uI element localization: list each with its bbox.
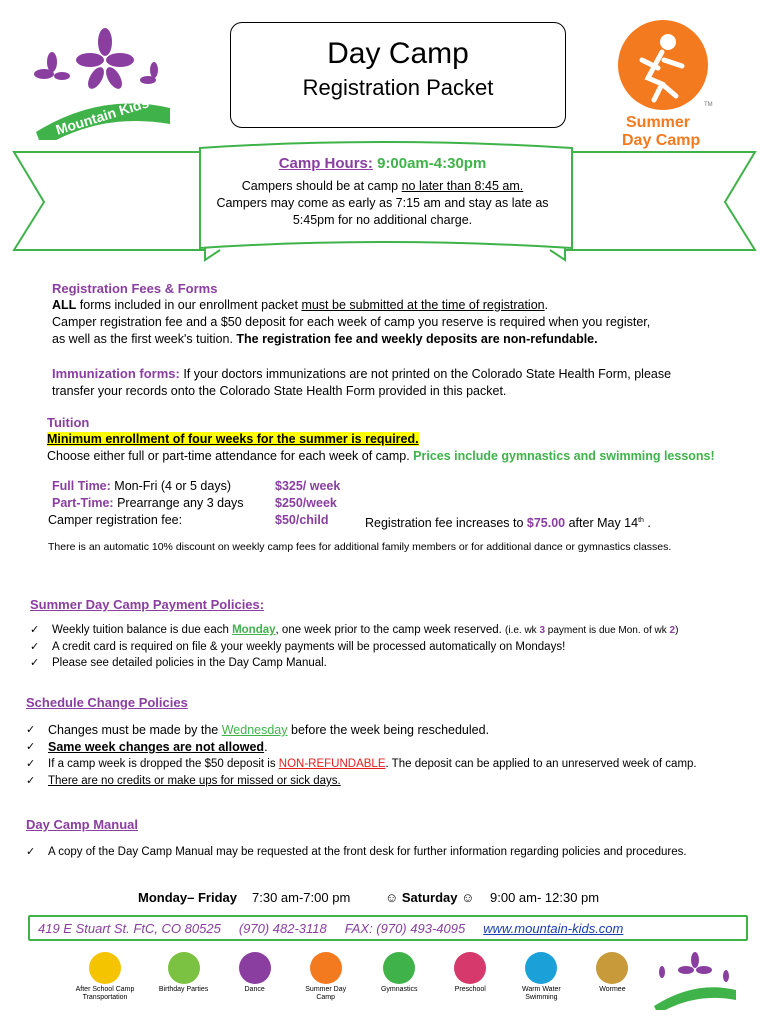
fees-p1-end: . — [544, 298, 549, 312]
dancer-icon — [239, 952, 271, 984]
full-time-row — [52, 478, 231, 495]
schedule-item-2 — [26, 739, 766, 756]
program-gymnastics — [369, 952, 429, 1002]
program-wormee — [585, 952, 640, 1002]
hours-value: 9:00am-4:30pm — [377, 155, 487, 172]
tm-mark: TM — [704, 102, 713, 108]
schedule-heading: Schedule Change Policies — [26, 695, 188, 710]
check-icon: ✓ — [26, 741, 36, 753]
increase-pre: Registration fee increases to — [365, 516, 527, 531]
check-icon: ✓ — [26, 775, 36, 787]
check-icon: ✓ — [26, 724, 36, 736]
runner-icon — [618, 20, 708, 110]
fees-p3: as well as the first week's tuition. — [52, 332, 237, 346]
page-subtitle: Registration Packet — [302, 75, 494, 100]
immunization-text1: If your doctors immunizations are not printed on the Colorado State Health Form, please — [179, 367, 672, 381]
contact-bar — [28, 915, 748, 941]
payment-item1-small2: payment is due Mon. of wk — [545, 625, 670, 636]
payment-item1-n2: 2 — [669, 625, 676, 636]
tuition-section — [47, 414, 757, 465]
manual-section — [26, 817, 766, 860]
saturday-label: ☺ Saturday ☺ — [385, 890, 475, 905]
part-time-price: $250/week — [275, 496, 337, 510]
part-time-row — [52, 495, 244, 512]
increase-date: after May 14 — [565, 516, 639, 531]
schedule-section — [26, 695, 766, 790]
program-label: After School Camp Transportation — [75, 986, 135, 1001]
contact-website-link[interactable]: www.mountain-kids.com — [483, 920, 624, 936]
schedule-item3-pre: If a camp week is dropped the $50 deposit is — [48, 758, 279, 770]
payment-item1-mid: , one week prior to the camp week reserved. — [275, 624, 506, 636]
mountain-kids-logo — [30, 20, 180, 140]
manual-heading: Day Camp Manual — [26, 817, 138, 832]
program-birthday — [154, 952, 214, 1002]
page-title: Day Camp — [327, 37, 469, 70]
schedule-item-1 — [26, 722, 766, 739]
weekday-label: Monday– Friday — [138, 890, 237, 905]
schedule-item3-red: NON-REFUNDABLE — [278, 758, 386, 770]
fees-p1-deadline: must be submitted at the time of registration — [301, 298, 545, 312]
fees-section — [52, 280, 752, 348]
program-transport — [70, 952, 140, 1002]
payment-section — [30, 597, 760, 671]
program-label: Gymnastics — [380, 986, 418, 993]
min-enrollment: Minimum enrollment of four weeks for the summer is required. — [47, 432, 419, 446]
title-box — [230, 22, 566, 128]
fees-p1: forms included in our enrollment packet — [76, 298, 302, 312]
schedule-item-4 — [26, 773, 766, 790]
program-label: Summer Day Camp — [305, 986, 347, 1001]
hours-label: Camp Hours: — [278, 155, 373, 172]
reg-fee-price: $50/child — [275, 513, 329, 527]
right-logo-line1: Summer — [626, 114, 691, 131]
full-time-desc: Mon-Fri (4 or 5 days) — [110, 479, 231, 493]
reg-fee-increase — [365, 512, 651, 532]
weekday-hours: 7:30 am-7:00 pm — [252, 890, 351, 905]
program-label: Warm Water Swimming — [521, 986, 561, 1001]
check-icon: ✓ — [26, 846, 36, 858]
payment-item-2 — [30, 639, 760, 655]
program-icons — [70, 952, 640, 1002]
banner-line2: Campers may come as early as 7:15 am and stay as late as — [216, 196, 549, 210]
gymnast-icon — [383, 952, 415, 984]
child-icon — [454, 952, 486, 984]
immunization-text2: transfer your records onto the Colorado State Health Form provided in this packet. — [52, 384, 507, 398]
program-swimming — [511, 952, 571, 1002]
saturday-hours: 9:00 am- 12:30 pm — [490, 890, 600, 905]
manual-item-1 — [26, 844, 766, 860]
check-icon: ✓ — [30, 657, 40, 669]
fees-all: ALL — [52, 298, 77, 312]
program-preschool — [443, 952, 498, 1002]
schedule-item1-pre: Changes must be made by the — [48, 723, 222, 737]
schedule-item1-post: before the week being rescheduled. — [287, 723, 490, 737]
prices-note: Prices include gymnastics and swimming lessons! — [413, 449, 715, 463]
program-label: Wormee — [599, 986, 626, 993]
part-time-label: Part-Time: — [52, 496, 114, 510]
fees-non-refundable: The registration fee and weekly deposits are non-refundable. — [236, 332, 598, 346]
swimmer-icon — [525, 952, 557, 984]
part-time-desc: Prearrange any 3 days — [113, 496, 244, 510]
payment-item1-close: ) — [675, 625, 679, 636]
contact-fax: FAX: (970) 493-4095 — [344, 920, 466, 936]
banner-line3: 5:45pm for no additional charge. — [292, 213, 473, 227]
increase-sup: th — [638, 517, 644, 524]
discount-note: There is an automatic 10% discount on weekly camp fees for additional family members or for additional dance or gymnastics classes. — [48, 541, 672, 553]
tuition-choose: Choose either full or part-time attendance for each week of camp. — [47, 449, 414, 463]
payment-item1-n1: 3 — [539, 625, 546, 636]
fees-heading: Registration Fees & Forms — [52, 281, 218, 296]
right-logo-line2: Day Camp — [622, 132, 701, 149]
immunization-section — [52, 365, 752, 400]
schedule-item2-end: . — [264, 740, 268, 754]
program-label: Preschool — [454, 986, 486, 993]
increase-amount: $75.00 — [526, 516, 566, 531]
fees-p2: Camper registration fee and a $50 deposit for each week of camp you reserve is required when you register, — [52, 315, 651, 329]
check-icon: ✓ — [30, 641, 40, 653]
program-label: Dance — [244, 986, 265, 993]
left-logo-text: Mountain Kids — [53, 94, 151, 138]
contact-phone: (970) 482-3118 — [238, 920, 327, 936]
manual-item1-text: A copy of the Day Camp Manual may be requested at the front desk for further information regarding policies and procedures. — [48, 846, 687, 858]
schedule-item-3 — [26, 756, 766, 773]
full-time-price: $325/ week — [275, 479, 341, 493]
increase-end: . — [643, 516, 651, 531]
payment-item1-pre: Weekly tuition balance is due each — [52, 624, 233, 636]
flower-icon — [650, 950, 740, 1010]
footer-logo — [650, 950, 740, 1010]
banner-line1-deadline: no later than 8:45 am. — [401, 179, 524, 193]
worm-icon — [596, 952, 628, 984]
immunization-label: Immunization forms: — [52, 366, 180, 381]
payment-item1-day: Monday — [232, 624, 276, 636]
payment-item3-text: Please see detailed policies in the Day Camp Manual. — [52, 657, 327, 669]
check-icon: ✓ — [26, 758, 36, 770]
schedule-item1-day: Wednesday — [221, 723, 288, 737]
check-icon: ✓ — [30, 624, 40, 636]
reg-fee-label: Camper registration fee: — [48, 513, 183, 527]
program-dance — [227, 952, 282, 1002]
bus-icon — [89, 952, 121, 984]
schedule-item2-text: Same week changes are not allowed — [48, 740, 265, 754]
payment-heading: Summer Day Camp Payment Policies: — [30, 597, 265, 612]
runner-icon — [310, 952, 342, 984]
banner-line1: Campers should be at camp — [241, 179, 402, 193]
camp-hours-block — [205, 155, 560, 229]
gift-icon — [168, 952, 200, 984]
tuition-heading: Tuition — [47, 415, 90, 430]
schedule-item3-post: . The deposit can be applied to an unreserved week of camp. — [385, 758, 697, 770]
payment-item-3 — [30, 655, 760, 671]
payment-item1-small: (i.e. wk — [505, 625, 540, 636]
full-time-label: Full Time: — [52, 479, 111, 493]
contact-address: 419 E Stuart St. FtC, CO 80525 — [38, 920, 221, 936]
payment-item2-text: A credit card is required on file & your weekly payments will be processed automatically on Mondays! — [52, 641, 566, 653]
payment-item-1 — [30, 622, 760, 639]
program-label: Birthday Parties — [158, 986, 209, 993]
schedule-item4-text: There are no credits or make ups for missed or sick days. — [48, 775, 341, 787]
program-summer-camp — [296, 952, 356, 1002]
